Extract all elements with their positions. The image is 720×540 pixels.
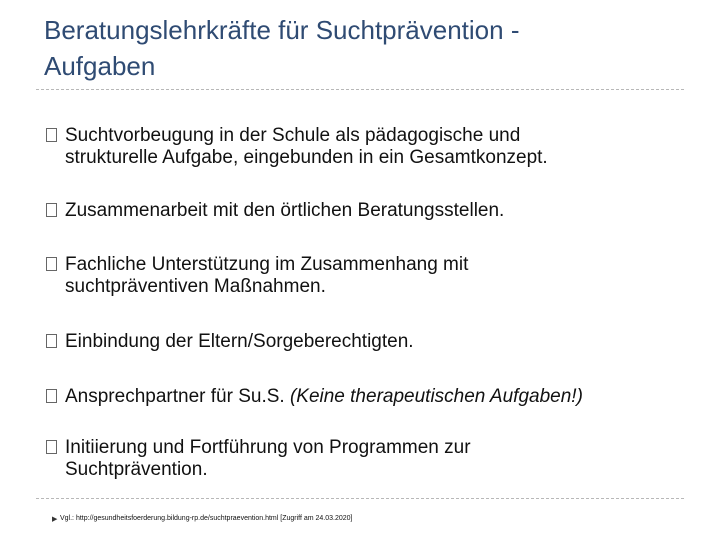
square-bullet-icon xyxy=(46,389,57,403)
title-line-2: Aufgaben xyxy=(44,51,156,81)
bullet-3-line-2: suchtpräventiven Maßnahmen. xyxy=(65,276,326,297)
source-footer xyxy=(52,514,353,523)
bullet-5-text: Ansprechpartner für Su.S. xyxy=(65,386,285,407)
footer-citation: Vgl.: http://gesundheitsfoerderung.bildung-rp.de/suchtpraevention.html [Zugriff am 24.03.2020] xyxy=(60,515,353,522)
square-bullet-icon xyxy=(46,257,57,271)
bullet-2-line-1: Zusammenarbeit mit den örtlichen Beratungsstellen. xyxy=(65,200,505,221)
title-divider xyxy=(36,89,684,90)
bullet-5-italic-note: (Keine therapeutischen Aufgaben!) xyxy=(289,386,583,407)
bullet-1-line-2: strukturelle Aufgabe, eingebunden in ein Gesamtkonzept. xyxy=(65,147,548,168)
square-bullet-icon xyxy=(46,203,57,217)
bullet-6-line-2: Suchtprävention. xyxy=(65,459,208,480)
bullet-1-line-1: Suchtvorbeugung in der Schule als pädagogische und xyxy=(65,125,521,146)
bullet-4-line-1: Einbindung der Eltern/Sorgeberechtigten. xyxy=(65,331,414,352)
title-line-1: Beratungslehrkräfte für Suchtprävention - xyxy=(44,15,520,45)
square-bullet-icon xyxy=(46,128,57,142)
slide-title xyxy=(44,12,684,84)
bullet-6-line-1: Initiierung und Fortführung von Programmen zur xyxy=(65,437,471,458)
bullet-5-line-1 xyxy=(65,386,685,408)
bullet-3-line-1: Fachliche Unterstützung im Zusammenhang mit xyxy=(65,254,469,275)
footer-divider xyxy=(36,498,684,499)
footer-triangle-icon: ▶ xyxy=(52,516,58,523)
square-bullet-icon xyxy=(46,334,57,348)
square-bullet-icon xyxy=(46,440,57,454)
